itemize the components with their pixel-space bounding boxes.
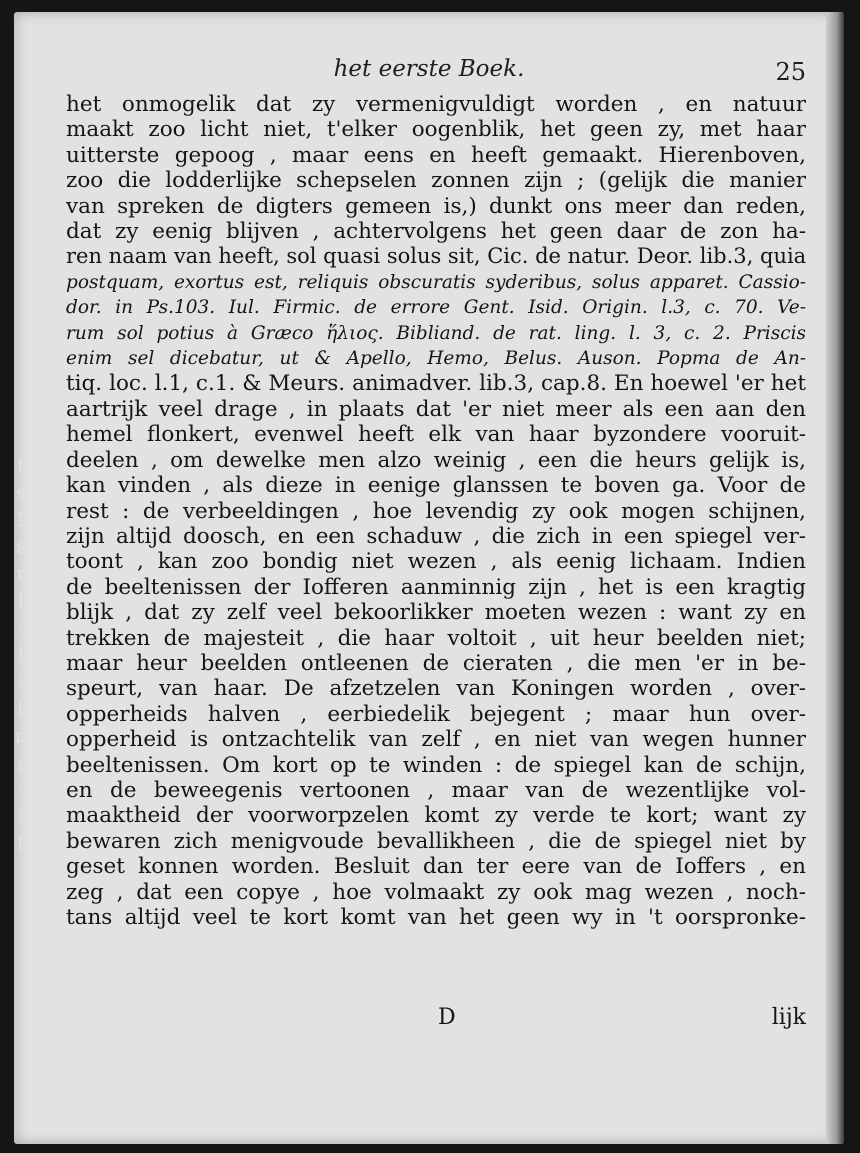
- body-text: [66, 92, 806, 930]
- text-line: tiq. loc. l.1, c.1. & Meurs. animadver. lib.3, cap.8. En hoewel 'er het: [66, 371, 806, 397]
- text-line: bewaren zich menigvoude bevallikheen , die de spiegel niet by: [66, 828, 806, 854]
- text-line: tans altijd veel te kort komt van het geen wy in 't oorspronke-: [66, 905, 806, 930]
- text-line: toont , kan zoo bondig niet wezen , als eenig lichaam. Indien: [66, 549, 806, 575]
- text-line: rum sol potius à Græco ἥλιος. Bibliand. de rat. ling. l. 3, c. 2. Priscis: [66, 322, 806, 344]
- text-line: dor. in Ps.103. Iul. Firmic. de errore Gent. Isid. Origin. l.3, c. 70. Ve-: [66, 297, 806, 319]
- book-page: [14, 12, 844, 1144]
- text-line: beeltenissen. Om kort op te winden : de spiegel kan de schijn,: [66, 752, 806, 778]
- bleed-letter: /: [17, 750, 25, 774]
- text-line: ren naam van heeft, sol quasi solus sit, Cic. de natur. Deor. lib.3, quia: [66, 244, 806, 269]
- bleed-letter: n: [14, 723, 28, 747]
- text-line: dat zy eenig blijven , achtervolgens het geen daar de zon ha-: [66, 219, 806, 245]
- text-line: deelen , om dewelke men alzo weinig , een die heurs gelijk is,: [66, 447, 806, 473]
- bleed-letter: t: [16, 696, 26, 720]
- bleed-letter: ·: [17, 777, 25, 801]
- bleed-letter: r: [16, 561, 26, 585]
- bleed-letter: ·: [17, 615, 25, 639]
- text-line: maakt zoo licht niet, t'elker oogenblik, het geen zy, met haar: [66, 117, 806, 143]
- text-line: maar heur beelden ontleenen de cieraten , die men 'er in be-: [66, 650, 806, 676]
- page-edge-shadow: [826, 12, 844, 1144]
- text-line: de beeltenissen der Iofferen aanminnig zijn , het is een kragtig: [66, 574, 806, 600]
- text-line: opperheid is ontzachtelik van zelf , en niet van wegen hunner: [66, 727, 806, 753]
- text-line: kan vinden , als dieze in eenige glanssen te boven ga. Voor de: [66, 473, 806, 499]
- text-line: zijn altijd doosch, en een schaduw , die zich in een spiegel ver-: [66, 523, 806, 549]
- running-head: het eerste Boek.: [333, 56, 525, 82]
- bleed-letter: s: [15, 534, 27, 558]
- text-line: aartrijk veel drage , in plaats dat 'er niet meer als een aan den: [66, 396, 806, 422]
- text-line: hemel flonkert, evenwel heeft elk van haar byzondere vooruit-: [66, 422, 806, 448]
- catchword: lijk: [771, 1005, 806, 1030]
- bleed-letter: t: [16, 453, 26, 477]
- text-line: rest : de verbeeldingen , hoe levendig zy ook mogen schijnen,: [66, 498, 806, 524]
- bleed-letter: 1: [14, 507, 28, 531]
- page-footer: [66, 1005, 806, 1035]
- signature-mark: D: [438, 1005, 456, 1030]
- text-line: van spreken de digters gemeen is,) dunkt ons meer dan reden,: [66, 193, 806, 219]
- text-line: blijk , dat zy zelf veel bekoorlikker moeten wezen : want zy en: [66, 600, 806, 626]
- bleed-letter: s: [15, 480, 27, 504]
- page-number: 25: [775, 58, 806, 86]
- text-line: trekken de majesteit , die haar voltoit , uit heur beelden niet;: [66, 625, 806, 651]
- text-line: het onmogelik dat zy vermenigvuldigt worden , en natuur: [66, 92, 806, 117]
- text-line: uitterste gepoog , maar eens en heeft gemaakt. Hierenboven,: [66, 142, 806, 168]
- text-line: zeg , dat een copye , hoe volmaakt zy ook mag wezen , noch-: [66, 879, 806, 905]
- bleed-letter: t: [16, 831, 26, 855]
- bleed-letter: l: [17, 588, 25, 612]
- bleed-letter: ›: [17, 669, 25, 693]
- text-line: en de beweegenis vertoonen , maar van de wezentlijke vol-: [66, 777, 806, 803]
- text-line: enim sel dicebatur, ut & Apello, Hemo, Belus. Auson. Popma de An-: [66, 348, 806, 370]
- facing-page-bleed: [14, 452, 28, 857]
- text-line: zoo die lodderlijke schepselen zonnen zijn ; (gelijk die manier: [66, 168, 806, 194]
- text-line: opperheids halven , eerbiedelik bejegent ; maar hun over-: [66, 701, 806, 727]
- bleed-letter: i: [17, 804, 25, 828]
- text-line: geset konnen worden. Besluit dan ter eere van de Ioffers , en: [66, 854, 806, 880]
- text-line: maaktheid der voorworpzelen komt zy verde te kort; want zy: [66, 803, 806, 829]
- text-line: speurt, van haar. De afzetzelen van Koningen worden , over-: [66, 676, 806, 702]
- bleed-letter: l: [17, 642, 25, 666]
- text-line: postquam, exortus est, reliquis obscuratis syderibus, solus apparet. Cassio-: [66, 271, 806, 293]
